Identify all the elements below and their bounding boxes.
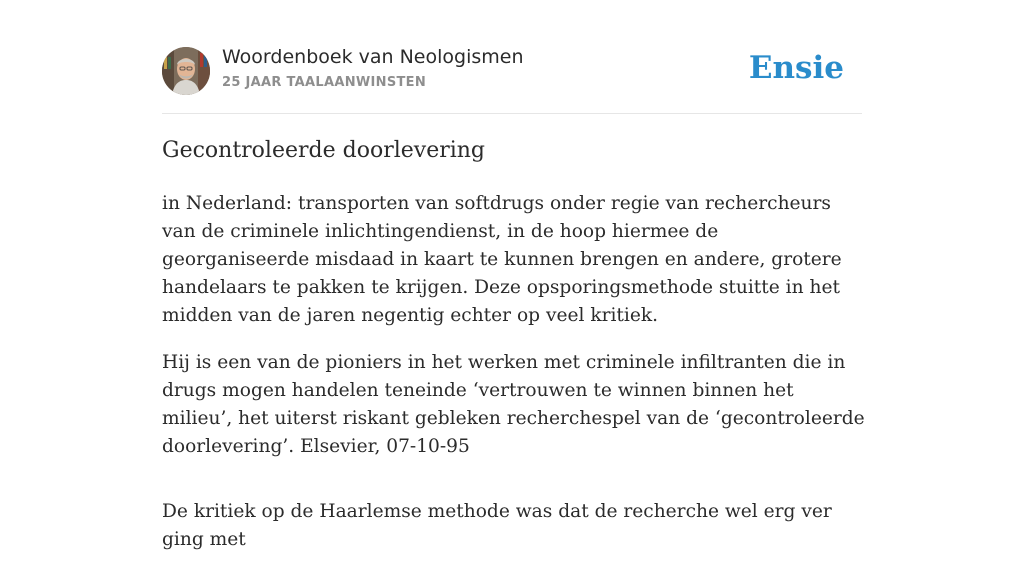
entry-quote: Hij is een van de pioniers in het werken met criminele infiltranten die in drugs mogen handelen teneinde ‘vertrouwen te winnen binnen het milieu’, het uiterst riskant gebleken recherchespel van de ‘gecontroleerde doorlevering’. Elsevier, 07-10-95 xyxy=(162,352,865,457)
source-name[interactable]: Woordenboek van Neologismen xyxy=(222,46,524,68)
entry-definition: in Nederland: transporten van softdrugs onder regie van rechercheurs van de criminele inlichtingendienst, in de hoop hiermee de georganiseerde misdaad in kaart te kunnen brengen en andere, grotere handelaars te pakken te krijgen. Deze opsporingsmethode stuitte in het midden van de jaren negentig echter op veel kritiek. xyxy=(162,193,842,326)
ensie-logo[interactable]: Ensie xyxy=(748,50,844,86)
author-avatar[interactable] xyxy=(162,47,210,95)
page xyxy=(162,0,865,550)
entry-title: Gecontroleerde doorlevering xyxy=(162,138,486,163)
source-tagline: 25 JAAR TAALAANWINSTEN xyxy=(222,75,427,90)
author-portrait-icon xyxy=(162,47,210,95)
source-header xyxy=(162,0,862,114)
entry-quote: De kritiek op de Haarlemse methode was dat de recherche wel erg ver ging met xyxy=(162,501,832,550)
entry-body xyxy=(162,190,867,573)
